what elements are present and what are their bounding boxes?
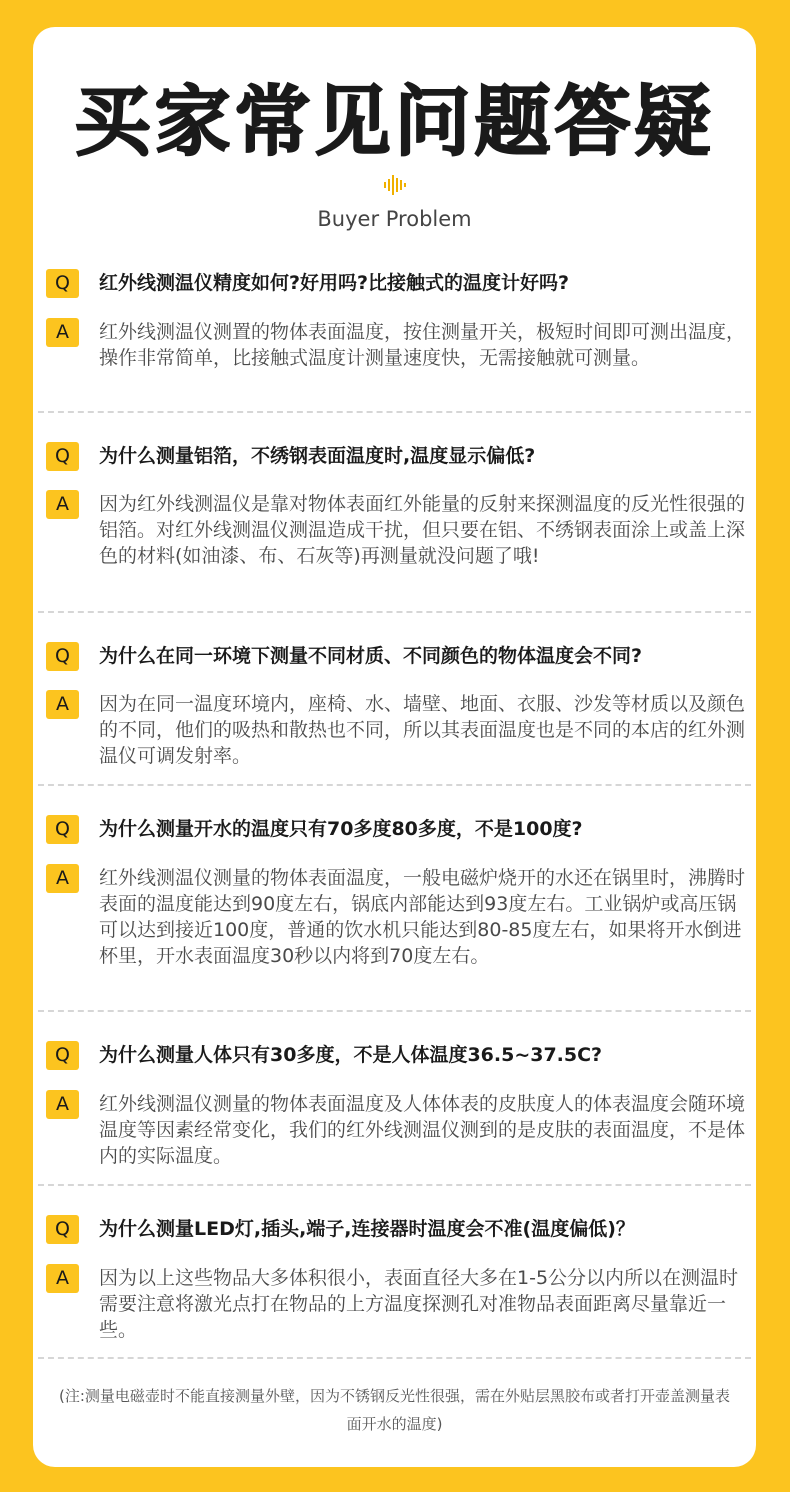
question-badge: Q (46, 1041, 79, 1070)
answer-badge: A (46, 318, 79, 347)
answer-badge: A (46, 690, 79, 719)
question-text: 为什么测量铝箔，不绣钢表面温度时,温度显示偏低? (99, 445, 536, 467)
divider (38, 611, 751, 613)
answer-badge: A (46, 1264, 79, 1293)
question-badge: Q (46, 642, 79, 671)
faq-card (33, 27, 756, 1467)
answer-text: 红外线测温仪测量的物体表面温度，一般电磁炉烧开的水还在锅里时，沸腾时表面的温度能达到90度左右，锅底内部能达到93度左右。工业锅炉或高压锅可以达到接近100度，普通的饮水机只能达到80-85度左右，如果将开水倒进杯里，开水表面温度30秒以内将到70度左右。 (99, 867, 746, 967)
answer-text: 因为红外线测温仪是靠对物体表面红外能量的反射来探测温度的反光性很强的铝箔。对红外线测温仪测温造成干扰，但只要在铝、不绣钢表面涂上或盖上深色的材料(如油漆、布、石灰等)再测量就没问题了哦! (99, 493, 746, 567)
footnote-text: (注:测量电磁壶时不能直接测量外壁，因为不锈钢反光性很强，需在外贴层黑胶布或者打开壶盖测量表面开水的温度) (59, 1387, 730, 1433)
question-text: 为什么测量人体只有30多度，不是人体温度36.5~37.5C? (99, 1044, 603, 1066)
sound-wave-icon (383, 174, 407, 196)
answer-badge: A (46, 864, 79, 893)
divider (38, 1010, 751, 1012)
answer-text: 红外线测温仪测量的物体表面温度及人体体表的皮肤度人的体表温度会随环境温度等因素经常变化，我们的红外线测温仪测到的是皮肤的表面温度，不是体内的实际温度。 (99, 1093, 746, 1167)
question-badge: Q (46, 1215, 79, 1244)
question-text: 红外线测温仪精度如何?好用吗?比接触式的温度计好吗? (99, 272, 570, 294)
divider (38, 411, 751, 413)
answer-badge: A (46, 490, 79, 519)
divider (38, 1357, 751, 1359)
question-badge: Q (46, 442, 79, 471)
answer-text: 红外线测温仪测置的物体表面温度，按住测量开关，极短时间即可测出温度，操作非常简单，比接触式温度计测量速度快，无需接触就可测量。 (99, 321, 746, 369)
page-subtitle: Buyer Problem (317, 207, 472, 231)
question-badge: Q (46, 269, 79, 298)
divider (38, 1184, 751, 1186)
divider (38, 784, 751, 786)
answer-badge: A (46, 1090, 79, 1119)
question-text: 为什么在同一环境下测量不同材质、不同颜色的物体温度会不同? (99, 645, 643, 667)
footnote (33, 1382, 756, 1438)
question-badge: Q (46, 815, 79, 844)
answer-text: 因为以上这些物品大多体积很小，表面直径大多在1-5公分以内所以在测温时需要注意将激光点打在物品的上方温度探测孔对准物品表面距离尽量靠近一些。 (99, 1267, 739, 1341)
question-text: 为什么测量开水的温度只有70多度80多度，不是100度? (99, 818, 583, 840)
page-title: 买家常见问题答疑 (74, 77, 715, 166)
question-text: 为什么测量LED灯,插头,端子,连接器时温度会不准(温度偏低)？ (99, 1218, 635, 1240)
answer-text: 因为在同一温度环境内，座椅、水、墙壁、地面、衣服、沙发等材质以及颜色的不同，他们的吸热和散热也不同，所以其表面温度也是不同的本店的红外测温仪可调发射率。 (99, 693, 746, 767)
